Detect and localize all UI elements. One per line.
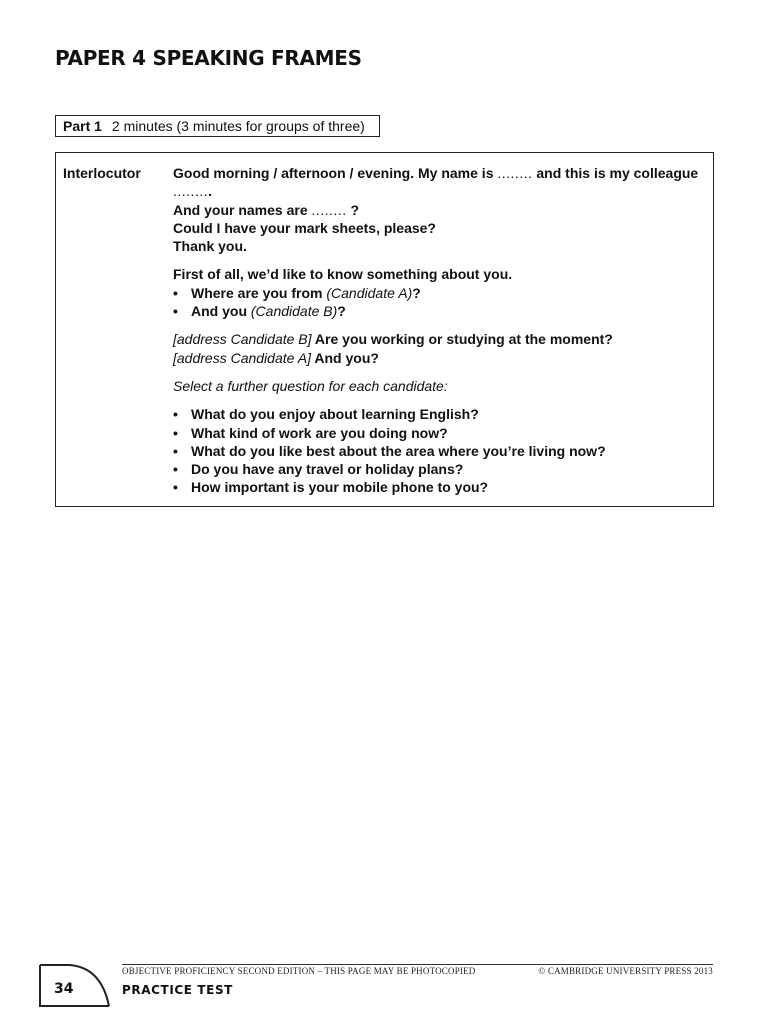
address-note: address Candidate A xyxy=(176,349,308,366)
frame-script xyxy=(173,164,703,497)
page-tab-shape xyxy=(39,963,111,1007)
list-item: • Do you have any travel or holiday plans? xyxy=(173,460,703,478)
names-text: And your names are xyxy=(173,201,308,218)
page-number: 34 xyxy=(54,981,74,997)
address-note: address Candidate B xyxy=(176,331,308,348)
part-header xyxy=(55,115,380,137)
greeting-end: . xyxy=(208,183,213,200)
list-item: • What do you enjoy about learning English? xyxy=(173,405,703,423)
greeting-text: Good morning / afternoon / evening. My name is xyxy=(173,165,494,181)
question-text: And you xyxy=(191,303,247,320)
bracket-open: [ xyxy=(173,331,177,348)
question-text: Are you working or studying at the moment? xyxy=(314,331,613,348)
list-item: • What kind of work are you doing now? xyxy=(173,424,703,442)
thanks-line: Thank you. xyxy=(173,238,247,255)
question-end: ? xyxy=(337,303,346,320)
list-item: • How important is your mobile phone to you? xyxy=(173,478,703,496)
address-a-line xyxy=(173,349,703,367)
candidate-note: (Candidate B) xyxy=(250,303,338,320)
bracket-close: ] xyxy=(307,331,312,348)
bracket-open: [ xyxy=(173,349,177,366)
question-text: And you? xyxy=(314,349,379,366)
instruction-line: Select a further question for each candidate: xyxy=(173,377,448,394)
intro-line: First of all, we’d like to know something about you. xyxy=(173,266,513,283)
greeting-text-2: and this is my colleague xyxy=(536,165,699,181)
question-text: Where are you from xyxy=(191,284,323,301)
mark-sheets-line: Could I have your mark sheets, please? xyxy=(173,219,436,236)
part-timing: 2 minutes (3 minutes for groups of three) xyxy=(111,118,365,134)
role-label: Interlocutor xyxy=(63,165,141,181)
colleague-blank: ........ xyxy=(173,183,209,200)
footer-section-label: PRACTICE TEST xyxy=(122,983,233,997)
question-end: ? xyxy=(412,284,421,301)
names-line xyxy=(173,201,703,219)
name-blank: ........ xyxy=(497,165,533,181)
address-b-line xyxy=(173,330,703,348)
list-item: • What do you like best about the area where you’re living now? xyxy=(173,442,703,460)
part-label: Part 1 xyxy=(63,118,102,134)
further-questions xyxy=(173,405,703,496)
page-title: PAPER 4 SPEAKING FRAMES xyxy=(55,46,362,70)
intro-questions xyxy=(173,284,703,321)
footer-rule xyxy=(122,964,713,965)
footer-note: OBJECTIVE PROFICIENCY SECOND EDITION – THIS PAGE MAY BE PHOTOCOPIED xyxy=(122,966,476,976)
names-blank: ........ xyxy=(311,201,347,218)
list-item xyxy=(173,284,703,302)
candidate-note: (Candidate A) xyxy=(326,284,413,301)
names-end: ? xyxy=(350,201,360,218)
speaking-frame xyxy=(55,152,714,507)
footer-copyright: © CAMBRIDGE UNIVERSITY PRESS 2013 xyxy=(538,966,713,976)
greeting-line xyxy=(173,164,703,201)
bracket-close: ] xyxy=(307,349,312,366)
list-item xyxy=(173,302,703,320)
